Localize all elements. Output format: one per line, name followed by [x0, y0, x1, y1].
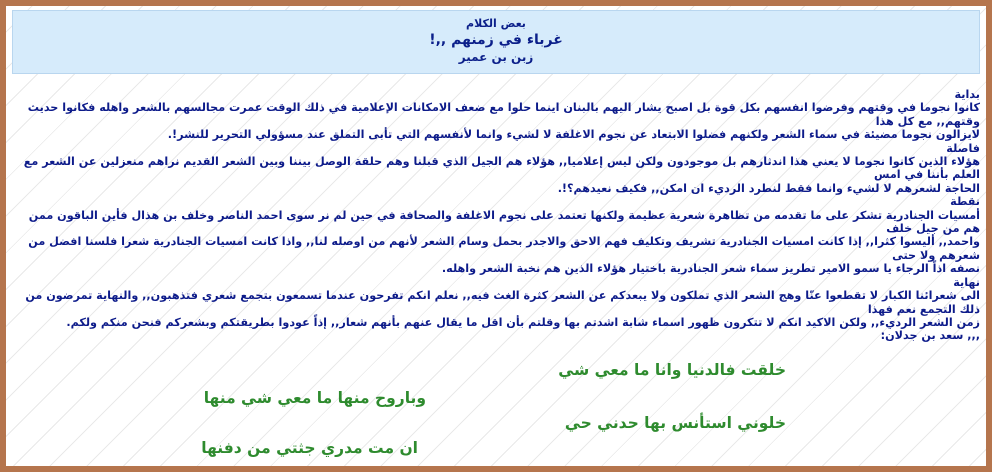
paragraph-line: نصفه اذاً الرجاء يا سمو الامير تطريز سماء شعر الجنادرية باختيار هؤلاء الذين هم نخبة الشعر واهله.: [441, 262, 980, 276]
poem-verse-2-first-half: خلوني استأنس بها حدني حي: [564, 414, 786, 432]
poem-verse-1-first-half: خلقت فالدنيا وانا ما معي شي: [558, 361, 786, 379]
paragraph-line: أمسيات الجنادرية تشكر على ما تقدمه من تظاهرة شعرية عظيمة ولكنها تعتمد على نجوم الاغلفة والصحافة في حين لم نر سوى احمد الناصر وخلف بن هذال فأين الباقون ممن هم من جيل خلف: [28, 208, 980, 236]
subheading-beginning: بداية: [954, 88, 980, 101]
paragraph-line: كانوا نجوما في وقتهم وفرضوا انفسهم بكل قوة بل اصبح يشار اليهم بالبنان اينما حلوا مع ضعف الامكانات الإعلامية في ذلك الوقت عمرت مجالسهم بالشعر واهله فكانوا حديث وقتهم,, مع كل هذا: [27, 101, 980, 128]
author-name: زبن بن عمير: [458, 50, 534, 64]
paragraph-line: لايزالون نجوما مضيئة في سماء الشعر ولكنهم فضلوا الابتعاد عن نجوم الاغلفة لا لشيء وانما لأنفسهم التي تأبى التملق عند مسؤولي التحرير للنشر!.: [167, 128, 980, 142]
article-body: [16, 88, 980, 343]
paragraph-line: الحاجة لشعرهم لا لشيء وانما فقط لنطرد الرديء ان امكن,, فكيف نعيدهم؟!.: [557, 181, 980, 195]
paragraph-line: زمن الشعر الرديء,, ولكن الاكيد انكم لا تتكرون ظهور اسماء شابة اشدتم بها وقلتم بأن اقل ما يقال عنهم بأنهم شعار,, إذاً عودوا بطريقتكم وبشعركم فنحن منكم ولكم.: [66, 315, 980, 329]
paragraph-line: هؤلاء الذين كانوا نجوما لا يعني هذا اندثارهم بل موجودون ولكن ليس إعلاميا,, هؤلاء هم الجيل الذي قبلنا وهم حلقة الوصل بيننا وبين الشعر القديم نراهم منعزلين عن الشعر مع العلم بأننا في امس: [23, 155, 980, 182]
poem-verse-2-second-half: ان مت مدري جثتي من دفنها: [201, 439, 418, 457]
section-label: بعض الكلام: [466, 17, 526, 30]
subheading-comma: فاصلة: [946, 141, 980, 155]
paragraph-line: واحمد,, أليسوا كثرا,, إذا كانت امسيات الجنادرية تشريف وتكليف فهم الاحق والاجدر بحمل وسام الشعر لأنهم من اوصله لنا,, واذا كانت امسيات الجنادرية شعرا فلسنا افضل من شعرهم ولا حتى: [28, 235, 980, 262]
article-title: !,, غرباء في زمنهم: [429, 32, 563, 48]
poet-credit: ,,, سعد بن جدلان:: [880, 329, 980, 343]
poem-verse-1-second-half: وباروح منها ما معي شي منها: [203, 389, 426, 407]
subheading-point: نقطة: [950, 195, 980, 209]
subheading-end: نهاية: [953, 275, 980, 289]
page-frame: [6, 6, 986, 466]
article-header: [12, 10, 980, 74]
paragraph-line: الى شعرائنا الكبار لا تقطعوا عنّا وهج الشعر الذي تملكون ولا يبعدكم عن الشعر كثرة الغث فيه,, نعلم انكم تفرحون عندما تسمعون بتجمع شعري فتذهبون,, والنهاية تمرضون من ذلك التجمع نعم فهذا: [25, 289, 980, 316]
